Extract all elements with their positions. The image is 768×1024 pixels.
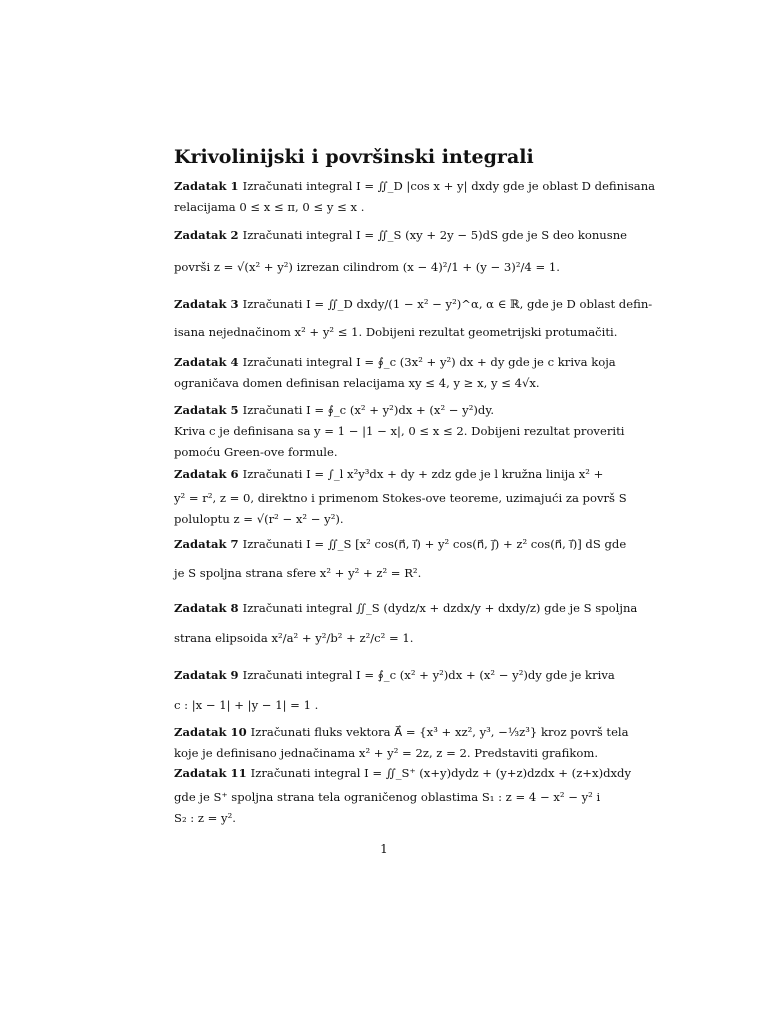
task-text: Izračunati integral I = ∬_D |cos x + y| dxdy gde je oblast D definisana [242, 179, 656, 193]
task-text: Izračunati integral I = ∮_c (3x² + y²) dx + dy gde je c kriva koja [242, 355, 616, 369]
task-text: isana nejednačinom x² + y² ≤ 1. Dobijeni rezultat geometrijski protumačiti. [174, 325, 618, 339]
task-text: Kriva c je definisana sa y = 1 − |1 − x|, 0 ≤ x ≤ 2. Dobijeni rezultat proveriti [174, 424, 625, 438]
task-9 [174, 665, 617, 716]
page-number: 1 [380, 842, 388, 856]
task-text: Izračunati fluks vektora A⃗ = {x³ + xz², y³, −⅓z³} kroz površ tela [250, 725, 629, 739]
task-label: Zadatak 3 [174, 297, 239, 311]
task-11 [174, 763, 632, 829]
task-label: Zadatak 9 [174, 668, 239, 682]
task-text: c : |x − 1| + |y − 1| = 1 . [174, 698, 319, 712]
task-label: Zadatak 6 [174, 467, 239, 481]
task-text: y² = r², z = 0, direktno i primenom Stokes-ove teoreme, uzimajući za površ S [174, 491, 627, 505]
task-text: gde je S⁺ spoljna strana tela ograničenog oblastima S₁ : z = 4 − x² − y² i [174, 790, 601, 804]
task-label: Zadatak 10 [174, 725, 247, 739]
task-text: relacijama 0 ≤ x ≤ π, 0 ≤ y ≤ x . [174, 200, 365, 214]
task-text: Izračunati integral I = ∮_c (x² + y²)dx + (x² − y²)dy gde je kriva [242, 668, 615, 682]
task-label: Zadatak 1 [174, 179, 239, 193]
task-text: S₂ : z = y². [174, 811, 236, 825]
task-text: Izračunati I = ∮_c (x² + y²)dx + (x² − y²)dy. [242, 403, 495, 417]
task-label: Zadatak 4 [174, 355, 239, 369]
task-text: pomoću Green-ove formule. [174, 445, 338, 459]
task-text: Izračunati I = ∬_D dxdy/(1 − x² − y²)^α, α ∈ ℝ, gde je D oblast defin- [242, 297, 653, 311]
task-1 [174, 176, 656, 218]
task-10 [174, 722, 629, 764]
task-2 [174, 225, 628, 278]
task-text: koje je definisano jednačinama x² + y² = 2z, z = 2. Predstaviti grafikom. [174, 746, 598, 760]
page-title: Krivolinijski i površinski integrali [174, 146, 534, 168]
task-4 [174, 352, 617, 394]
task-text: površi z = √(x² + y²) izrezan cilindrom (x − 4)²/1 + (y − 3)²/4 = 1. [174, 260, 560, 274]
task-text: Izračunati integral I = ∬_S (xy + 2y − 5)dS gde je S deo konusne [242, 228, 628, 242]
task-text: Izračunati I = ∬_S [x² cos(n⃗, i⃗) + y² cos(n⃗, j⃗) + z² cos(n⃗, i⃗)] dS gde [242, 537, 627, 551]
task-label: Zadatak 11 [174, 766, 247, 780]
task-8 [174, 598, 638, 649]
task-text: strana elipsoida x²/a² + y²/b² + z²/c² = 1. [174, 631, 414, 645]
task-text: je S spoljna strana sfere x² + y² + z² = R². [174, 566, 422, 580]
task-text: poluloptu z = √(r² − x² − y²). [174, 512, 344, 526]
task-text: Izračunati integral I = ∬_S⁺ (x+y)dydz + (y+z)dzdx + (z+x)dxdy [250, 766, 632, 780]
task-6 [174, 464, 627, 530]
task-label: Zadatak 7 [174, 537, 239, 551]
task-3 [174, 294, 653, 343]
task-label: Zadatak 2 [174, 228, 239, 242]
task-label: Zadatak 5 [174, 403, 239, 417]
task-text: Izračunati I = ∫_l x²y³dx + dy + zdz gde je l kružna linija x² + [242, 467, 604, 481]
task-5 [174, 400, 625, 463]
task-label: Zadatak 8 [174, 601, 239, 615]
task-text: ograničava domen definisan relacijama xy ≤ 4, y ≥ x, y ≤ 4√x. [174, 376, 540, 390]
task-7 [174, 534, 627, 584]
task-text: Izračunati integral ∬_S (dydz/x + dzdx/y + dxdy/z) gde je S spoljna [242, 601, 638, 615]
